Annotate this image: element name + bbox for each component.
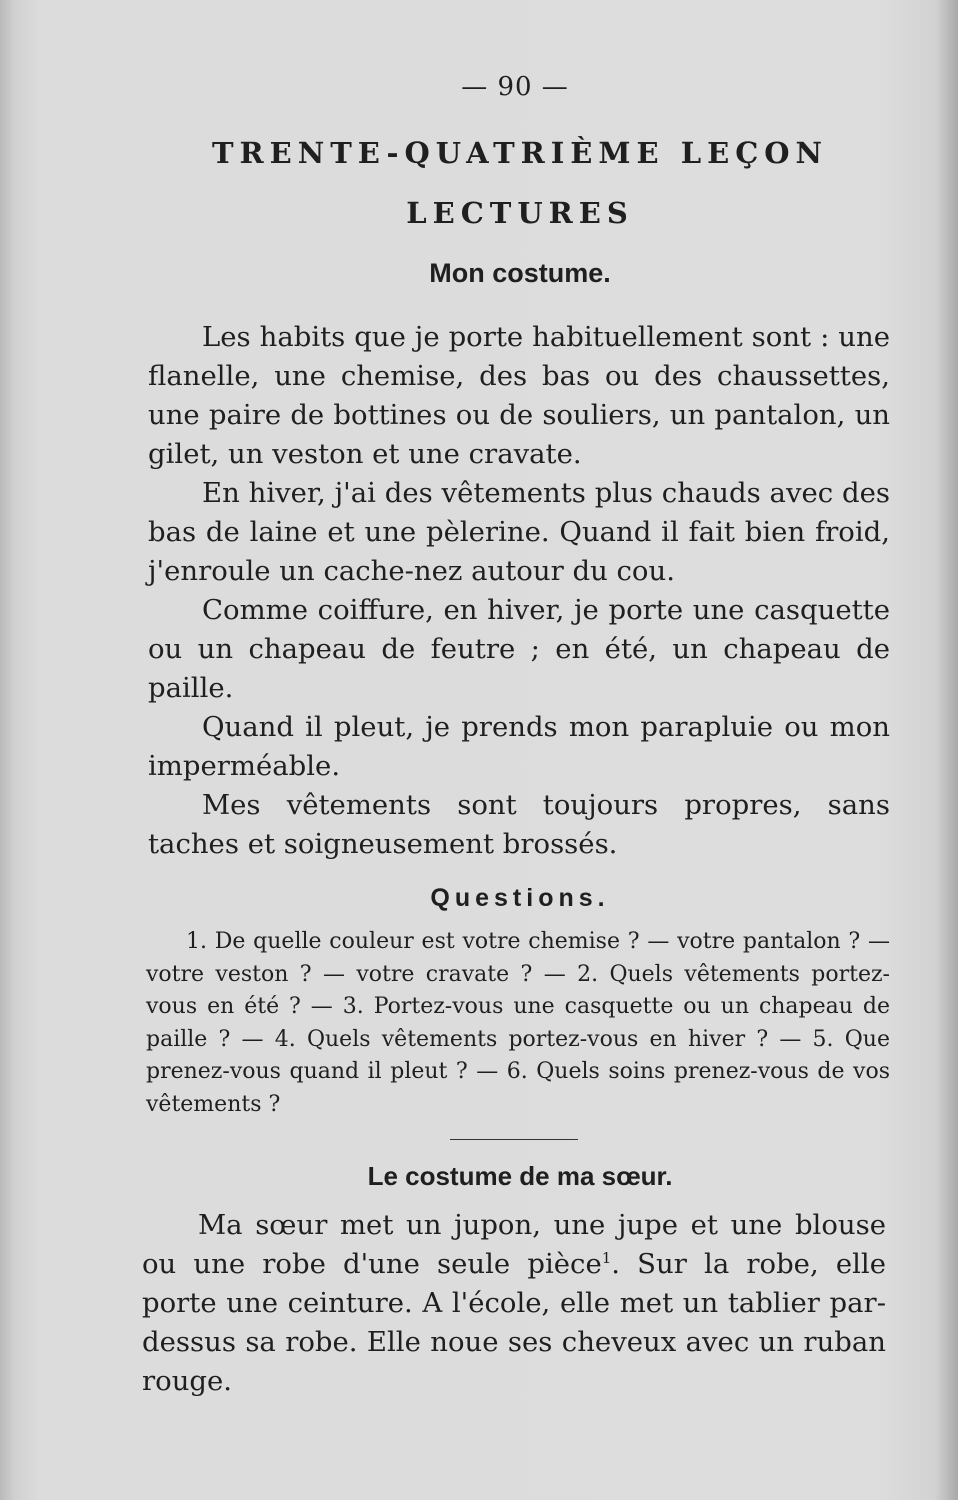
questions-text: 1. De quelle couleur est votre chemise ? — votre pantalon ? — votre veston ? — votre cravate ? — 2. Quels vêtements portez-vous en été ? — 3. Portez-vous une casquette ou un chapeau de paille ? — 4. Quels vêtements portez-vous en hiver ? — 5. Que prenez-vous quand il pleut ? — 6. Quels soins prenez-vous de vos vêtements ? (146, 929, 890, 1117)
reading-body (148, 318, 890, 864)
paragraph: Quand il pleut, je prends mon parapluie ou mon imperméable. (148, 711, 890, 782)
footnote-mark: 1 (601, 1248, 612, 1267)
section-divider (450, 1139, 578, 1140)
paragraph: En hiver, j'ai des vêtements plus chauds avec des bas de laine et une pèlerine. Quand il fait bien froid, j'enroule un cache-nez autour du cou. (148, 477, 890, 587)
second-reading-title: Le costume de ma sœur. (367, 1161, 673, 1191)
page-number: — 90 — (461, 72, 569, 102)
paragraph: Mes vêtements sont toujours propres, sans taches et soigneusement brossés. (148, 789, 890, 860)
paragraph: Comme coiffure, en hiver, je porte une casquette ou un chapeau de feutre ; en été, un chapeau de paille. (148, 594, 890, 704)
second-reading-body (142, 1206, 886, 1401)
reading-title: Mon costume. (429, 258, 611, 288)
questions-title: Questions. (430, 884, 610, 912)
second-reading-text-continued: . Sur la robe, elle porte une ceinture. A l'école, elle met un tablier par-dessus sa robe. Elle noue ses cheveux avec un ruban rouge. (142, 1248, 886, 1397)
second-reading-text: Ma sœur met un jupon, une jupe et une blouse ou une robe d'une seule pièce (142, 1209, 886, 1280)
lesson-title: TRENTE-QUATRIÈME LEÇON (211, 136, 829, 170)
section-title: LECTURES (406, 196, 634, 230)
paragraph: Les habits que je porte habituellement sont : une flanelle, une chemise, des bas ou des chaussettes, une paire de bottines ou de souliers, un pantalon, un gilet, un veston et une cravate. (148, 321, 890, 470)
